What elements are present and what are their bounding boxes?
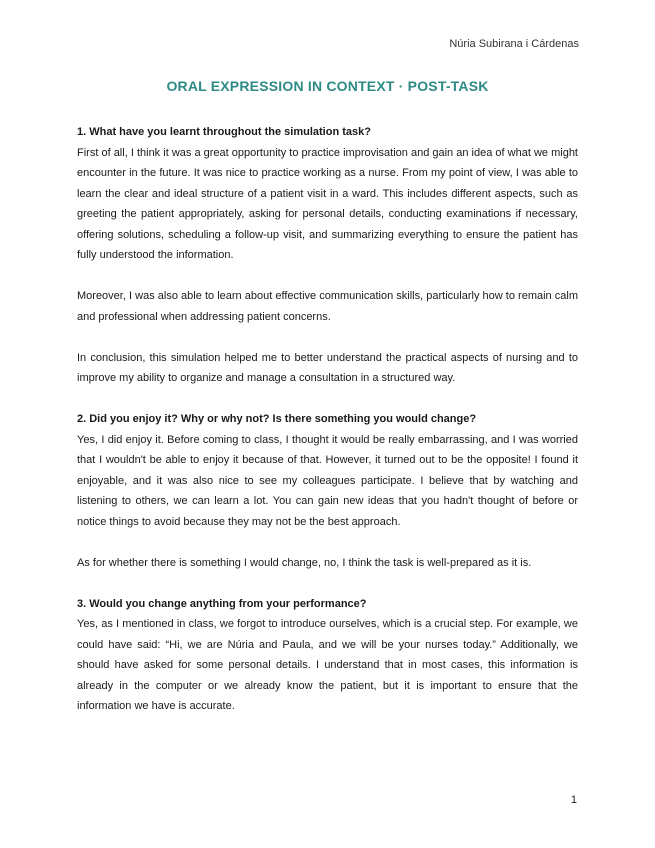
answer-1-paragraph-2: Moreover, I was also able to learn about effective communication skills, particularly how to remain calm and professional when addressing patient concerns. bbox=[77, 290, 578, 323]
document-body bbox=[77, 122, 578, 717]
question-2: 2. Did you enjoy it? Why or why not? Is there something you would change? bbox=[77, 413, 477, 425]
question-1: 1. What have you learnt throughout the simulation task? bbox=[77, 126, 371, 138]
answer-1-paragraph-1: First of all, I think it was a great opportunity to practice improvisation and gain an idea of what we might encounter in the future. It was nice to practice working as a nurse. From my point of view, I was able to learn the clear and ideal structure of a patient visit in a ward. This includes different aspects, such as greeting the patient appropriately, asking for personal details, conducting examinations if necessary, offering solutions, scheduling a follow-up visit, and summarizing everything to ensure the patient has fully understood the information. bbox=[77, 146, 578, 261]
answer-3-paragraph-1: Yes, as I mentioned in class, we forgot to introduce ourselves, which is a crucial step. For example, we could have said: “Hi, we are Núria and Paula, and we will be your nurses today.” Additionally, we should have asked for some personal details. I understand that in most cases, this information is already in the computer or we already know the patient, but it is important to ensure that the information we have is accurate. bbox=[77, 618, 578, 712]
answer-2-paragraph-1: Yes, I did enjoy it. Before coming to class, I thought it would be really embarrassing, and I was worried that I wouldn't be able to enjoy it because of that. However, it turned out to be the opposite! I found it enjoyable, and it was also nice to see my colleagues participate. I believe that by watching and listening to others, we can learn a lot. You can gain new ideas that you hadn't thought of before or notice things to avoid because they may not be the best approach. bbox=[77, 433, 578, 528]
answer-1-paragraph-3: In conclusion, this simulation helped me to better understand the practical aspects of nursing and to improve my ability to organize and manage a consultation in a structured way. bbox=[77, 351, 578, 384]
document-title: ORAL EXPRESSION IN CONTEXT · POST-TASK bbox=[166, 78, 489, 94]
header-author: Núria Subirana i Cárdenas bbox=[449, 38, 579, 50]
page-number: 1 bbox=[570, 794, 577, 806]
answer-2-paragraph-2: As for whether there is something I would change, no, I think the task is well-prepared as it is. bbox=[77, 556, 532, 569]
question-3: 3. Would you change anything from your performance? bbox=[77, 597, 367, 610]
